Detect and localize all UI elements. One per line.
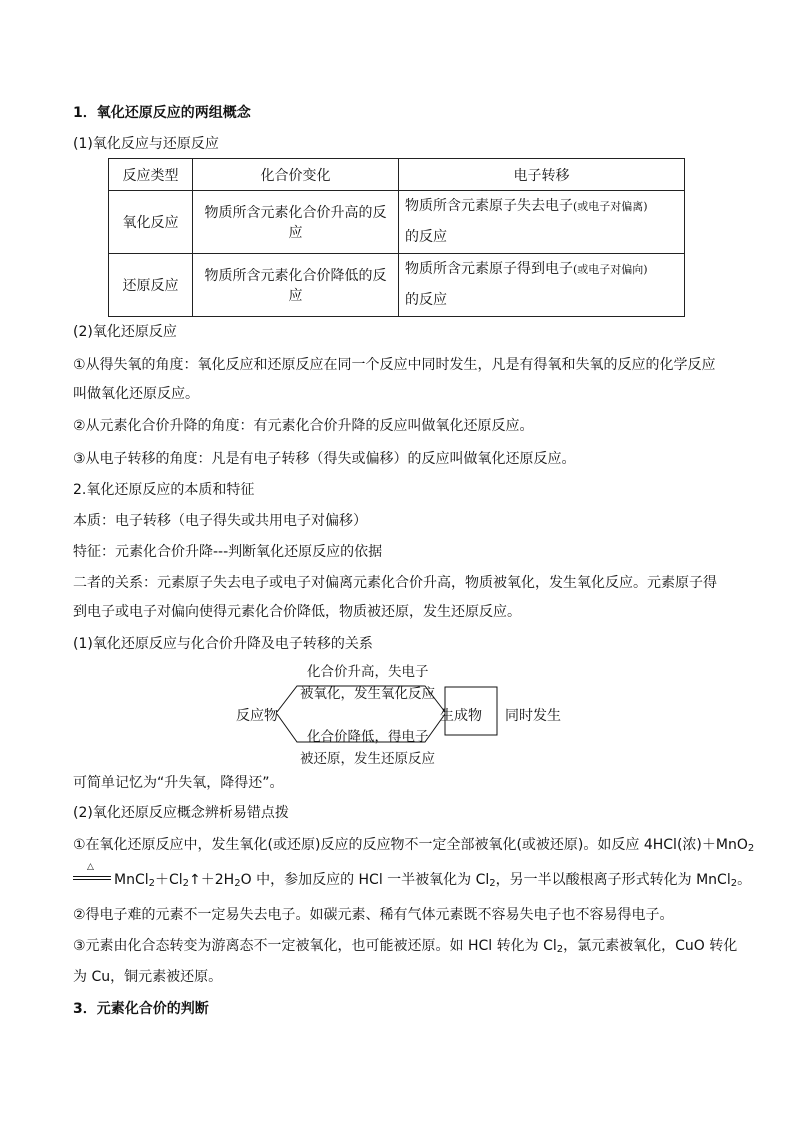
paragraph: 叫做氧化还原反应。: [73, 386, 199, 402]
table-cell-electron: 物质所含元素原子失去电子(或电子对偏离) 的反应: [399, 191, 685, 254]
subsection-2-1: (1)氧化还原反应与化合价升降及电子转移的关系: [73, 636, 373, 652]
table-cell-electron: 物质所含元素原子得到电子(或电子对偏向) 的反应: [399, 254, 685, 317]
table-header: 反应类型: [109, 159, 193, 191]
reaction-condition-arrow: [73, 862, 113, 896]
heat-symbol-icon: △: [87, 862, 94, 872]
paragraph: 特征：元素化合价升降---判断氧化还原反应的依据: [73, 544, 383, 560]
table-header: 化合价变化: [193, 159, 399, 191]
table-row: [109, 254, 685, 317]
paragraph: 本质：电子转移（电子得失或共用电子对偏移）: [73, 513, 367, 529]
paragraph: 到电子或电子对偏向使得元素化合价降低，物质被还原，发生还原反应。: [73, 604, 521, 620]
redox-relation-diagram: [0, 650, 794, 770]
section-3-title: 3．元素化合价的判断: [73, 1001, 209, 1017]
paragraph: ②得电子难的元素不一定易失去电子。如碳元素、稀有气体元素既不容易失电子也不容易得电子。: [73, 907, 674, 923]
table-header: 电子转移: [399, 159, 685, 191]
table-header-row: [109, 159, 685, 191]
paragraph: $MnCl_2+Cl_2↑+2H_2O$ 中，参加反应的 HCl 一半被氧化为 $Cl_2$，另一半以酸根离子形式转化为 MnCl$_2$。: [114, 872, 752, 889]
table-cell-type: 氧化反应: [109, 191, 193, 254]
paragraph: ①从得失氧的角度：氧化反应和还原反应在同一个反应中同时发生，凡是有得氧和失氧的反应的化学反应: [73, 357, 716, 373]
diagram-bottom-label-2: 被还原，发生还原反应: [300, 751, 435, 767]
section-1-title: 1．氧化还原反应的两组概念: [73, 105, 251, 121]
paragraph: ③从电子转移的角度：凡是有电子转移（得失或偏移）的反应叫做氧化还原反应。: [73, 451, 576, 467]
paragraph: 为 Cu，铜元素被还原。: [73, 969, 223, 985]
paragraph: 二者的关系：元素原子失去电子或电子对偏离元素化合价升高，物质被氧化，发生氧化反应。元素原子得: [73, 575, 717, 591]
diagram-top-label-1: 化合价升高，失电子: [307, 664, 429, 680]
table-cell-type: 还原反应: [109, 254, 193, 317]
paragraph: ③元素由化合态转变为游离态不一定被氧化，也可能被还原。如 HCl 转化为 $Cl_2$，氯元素被氧化，CuO 转化: [73, 938, 738, 955]
reaction-type-table: [108, 158, 685, 317]
subsection-1-1: (1)氧化反应与还原反应: [73, 136, 219, 152]
diagram-reactant: 反应物: [236, 708, 278, 724]
table-cell-valence: 物质所含元素化合价升高的反应: [193, 191, 399, 254]
subsection-2-2: (2)氧化还原反应概念辨析易错点拨: [73, 805, 289, 821]
subsection-1-2: (2)氧化还原反应: [73, 324, 177, 340]
paragraph: ①在氧化还原反应中，发生氧化(或还原)反应的反应物不一定全部被氧化(或被还原)。如反应 4HCl(浓)＋MnO$_2$: [73, 837, 755, 854]
diagram-product: 生成物: [440, 708, 482, 724]
diagram-simultaneous: 同时发生: [505, 708, 561, 724]
paragraph: 可简单记忆为“升失氧，降得还”。: [73, 775, 284, 791]
diagram-bottom-label-1: 化合价降低，得电子: [307, 729, 429, 745]
diagram-top-label-2: 被氧化，发生氧化反应: [300, 686, 435, 702]
table-cell-valence: 物质所含元素化合价降低的反应: [193, 254, 399, 317]
section-2-title: 2.氧化还原反应的本质和特征: [73, 482, 255, 498]
table-row: [109, 191, 685, 254]
paragraph: ②从元素化合价升降的角度：有元素化合价升降的反应叫做氧化还原反应。: [73, 418, 534, 434]
